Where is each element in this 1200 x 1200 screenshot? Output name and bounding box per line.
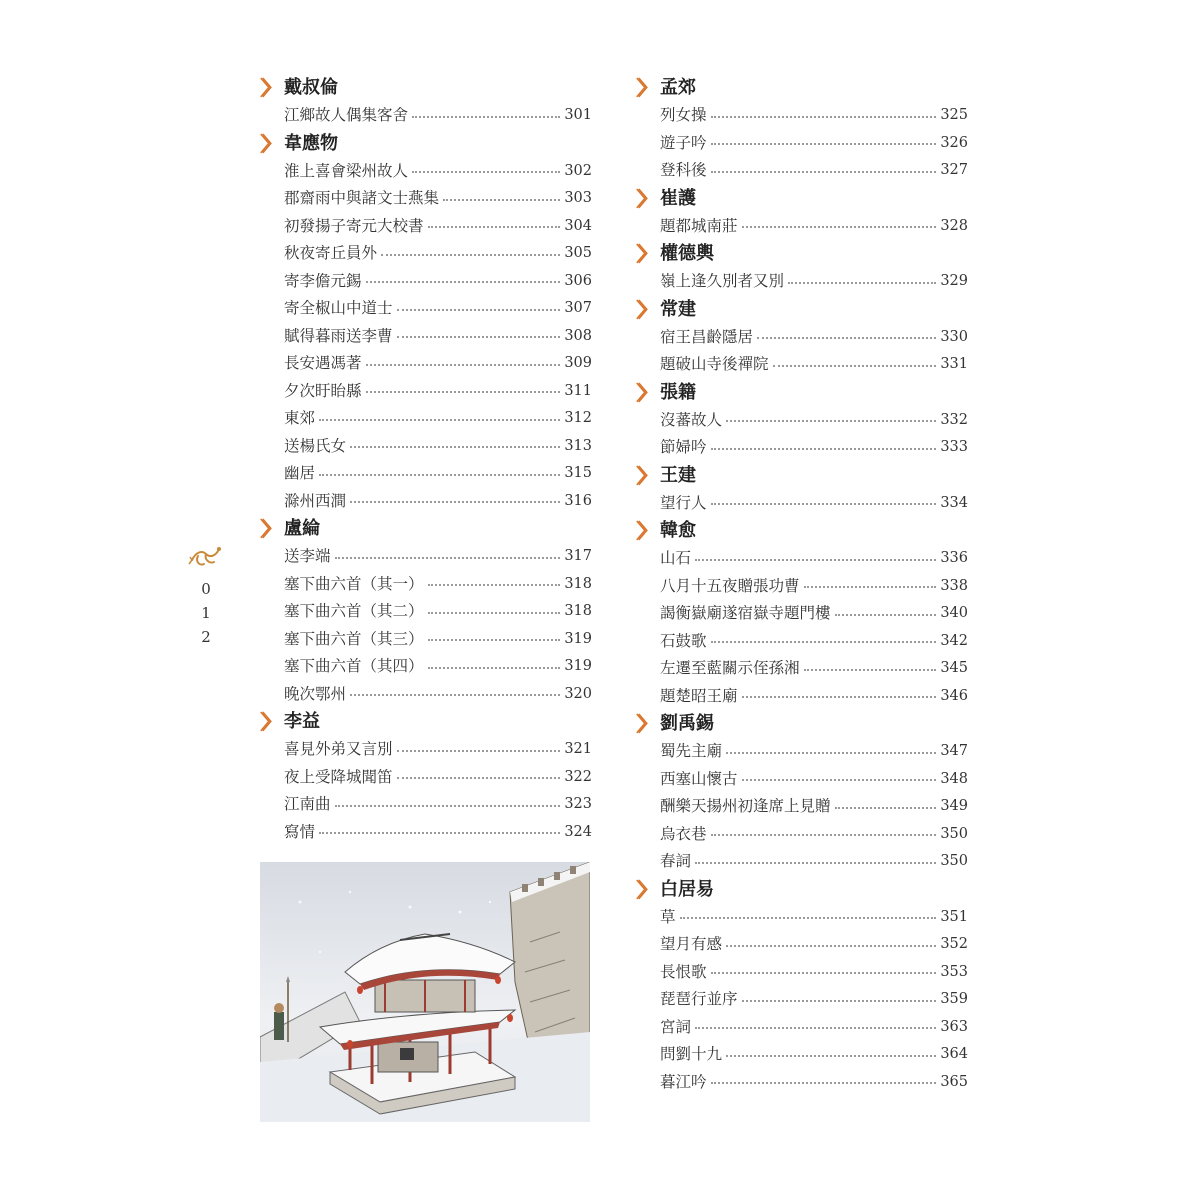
poem-title: 塞下曲六首（其四） [284,657,424,675]
dot-leader [742,1000,937,1002]
poem-title: 初發揚子寄元大校書 [284,216,424,235]
toc-entry[interactable] [634,655,968,683]
dot-leader [711,503,937,505]
poem-title: 蜀先主廟 [660,742,723,760]
dot-leader [350,694,560,696]
author-heading [634,296,968,324]
page-number: 332 [940,411,968,428]
page-number: 329 [940,273,968,289]
dot-leader [397,309,561,311]
page-number: 311 [564,382,592,399]
toc-entry[interactable] [634,683,968,711]
author-heading [634,876,968,904]
toc-entry[interactable] [258,405,592,433]
author-name: 戴叔倫 [284,77,338,98]
toc-entry[interactable] [258,185,592,213]
dot-leader [381,254,560,256]
poem-title: 江鄉故人偶集客舍 [284,106,409,124]
page-number: 316 [564,492,592,509]
dot-leader [412,171,560,173]
toc-entry[interactable] [258,268,592,296]
page-number: 363 [940,1018,968,1035]
toc-entry[interactable] [258,350,592,378]
page-number: 336 [940,550,968,566]
page-number: 320 [564,685,592,702]
toc-entry[interactable] [634,766,968,794]
poem-title: 寄李儋元錫 [284,271,362,290]
dot-leader [726,1055,936,1057]
dot-leader [366,391,561,393]
dot-leader [804,586,937,588]
dot-leader [335,805,561,807]
poem-title: 滁州西澗 [284,491,347,510]
dot-leader [428,226,561,228]
page-number: 319 [564,658,592,674]
toc-entry[interactable] [634,1069,968,1097]
poem-title: 喜見外弟又言別 [284,740,393,758]
toc-entry[interactable] [258,213,592,241]
toc-entry[interactable] [634,545,968,573]
toc-entry[interactable] [258,791,592,819]
page-number: 326 [940,134,968,151]
page-number: 301 [564,107,592,123]
toc-entry[interactable] [258,626,592,654]
poem-title: 節婦吟 [660,438,707,456]
page-number: 328 [940,217,968,234]
poem-title: 草 [660,907,676,926]
toc-entry[interactable] [258,323,592,351]
author-name: 張籍 [660,381,696,403]
dot-leader [711,171,937,173]
poem-title: 烏衣巷 [660,824,707,843]
toc-entry[interactable] [634,490,968,518]
toc-entry[interactable] [258,488,592,516]
dot-leader [412,116,560,118]
toc-entry[interactable] [634,1041,968,1069]
toc-entry[interactable] [258,240,592,268]
page-number: 330 [940,328,968,345]
dot-leader [726,752,936,754]
poem-title: 登科後 [660,161,707,179]
page-number: 351 [940,908,968,925]
page-number: 321 [564,741,592,757]
poem-title: 題都城南莊 [660,216,738,235]
dot-leader [335,557,561,559]
toc-entry[interactable] [634,793,968,821]
poem-title: 夜上受降城聞笛 [284,767,393,786]
toc-entry[interactable] [258,571,592,599]
double-chevron-icon: 〉〉 [636,186,650,211]
dot-leader [788,282,936,284]
double-chevron-icon: 〉〉 [260,517,274,541]
dot-leader [319,474,560,476]
toc-entry[interactable] [258,653,592,681]
toc-entry[interactable] [258,378,592,406]
poem-title: 題楚昭王廟 [660,686,738,705]
dot-leader [835,614,937,616]
page-number: 324 [564,823,592,840]
dot-leader [350,501,560,503]
page-number: 318 [564,575,592,592]
page-number: 309 [564,355,592,371]
poem-title: 淮上喜會梁州故人 [284,161,409,180]
toc-entry[interactable] [634,102,968,130]
toc-entry[interactable] [258,102,592,130]
toc-entry[interactable] [258,819,592,847]
poem-title: 列女操 [660,106,707,124]
page-number: 331 [940,356,968,372]
page-number: 345 [940,660,968,676]
poem-title: 問劉十九 [660,1045,723,1063]
double-chevron-icon: 〉〉 [636,297,650,322]
folio-digit: 2 [201,628,211,646]
page-number: 307 [564,300,592,316]
author-heading [634,517,968,545]
double-chevron-icon: 〉〉 [636,242,650,266]
poem-title: 山石 [660,549,692,567]
page-number: 304 [564,217,592,234]
poem-title: 遊子吟 [660,133,707,152]
double-chevron-icon: 〉〉 [260,710,274,734]
page-number: 352 [940,936,968,952]
dot-leader [397,750,561,752]
toc-entry[interactable] [258,460,592,488]
dot-leader [428,667,561,669]
toc-entry[interactable] [634,130,968,158]
dot-leader [397,336,561,338]
double-chevron-icon: 〉〉 [636,463,650,488]
poem-title: 暮江吟 [660,1072,707,1091]
toc-entry[interactable] [258,598,592,626]
dot-leader [428,584,561,586]
dot-leader [742,226,937,228]
poem-title: 寄全椒山中道士 [284,299,393,317]
author-name: 李益 [284,711,320,732]
dot-leader [428,612,561,614]
poem-title: 長恨歌 [660,962,707,981]
double-chevron-icon: 〉〉 [260,76,274,100]
dot-leader [804,669,937,671]
dot-leader [366,364,561,366]
poem-title: 塞下曲六首（其一） [284,574,424,593]
toc-entry[interactable] [634,351,968,379]
dot-leader [742,779,937,781]
dot-leader [726,420,936,422]
poem-title: 東郊 [284,409,316,427]
page-number: 349 [940,798,968,814]
dot-leader [695,862,936,864]
author-heading [258,515,592,543]
poem-title: 題破山寺後禪院 [660,355,769,373]
dot-leader [773,365,937,367]
author-heading [634,379,968,407]
toc-entry[interactable] [258,681,592,709]
toc-entry[interactable] [258,433,592,461]
double-chevron-icon: 〉〉 [636,877,650,902]
toc-entry[interactable] [634,434,968,462]
folio-digit: 0 [201,580,211,598]
author-heading [258,74,592,102]
toc-entry[interactable] [634,573,968,601]
toc-entry[interactable] [634,904,968,932]
toc-entry[interactable] [258,295,592,323]
poem-title: 江南曲 [284,795,331,813]
poem-title: 沒蕃故人 [660,410,723,429]
double-chevron-icon: 〉〉 [636,519,650,543]
page-number: 325 [940,107,968,123]
toc-entry[interactable] [258,764,592,792]
page-number: 315 [564,465,592,481]
dot-leader [711,116,937,118]
author-heading [258,708,592,736]
dot-leader [711,1082,937,1084]
poem-title: 晚次鄂州 [284,684,347,703]
dot-leader [835,807,937,809]
dot-leader [680,917,937,919]
page-number: 365 [940,1073,968,1090]
page-number: 319 [564,630,592,647]
author-name: 孟郊 [660,77,696,98]
dot-leader [695,559,936,561]
page-number: 302 [564,162,592,179]
page-number: 327 [940,162,968,178]
poem-title: 郡齋雨中與諸文士燕集 [284,189,440,207]
page-number: 359 [940,991,968,1007]
toc-entry[interactable] [634,1014,968,1042]
dot-leader [319,832,560,834]
page-number: 338 [940,577,968,594]
poem-title: 琵琶行並序 [660,990,738,1008]
toc-entry[interactable] [634,986,968,1014]
author-name: 王建 [660,464,696,486]
author-heading [634,74,968,102]
author-name: 白居易 [660,878,714,900]
page-number: 317 [564,548,592,564]
toc-entry[interactable] [634,407,968,435]
double-chevron-icon: 〉〉 [636,712,650,736]
poem-title: 望月有感 [660,935,723,953]
poem-title: 送楊氏女 [284,436,347,455]
author-heading [258,130,592,158]
page-number: 347 [940,743,968,759]
toc-entry[interactable] [258,158,592,186]
dot-leader [695,1027,936,1029]
poem-title: 夕次盱眙縣 [284,381,362,400]
poem-title: 送李端 [284,547,331,565]
poem-title: 賦得暮雨送李曹 [284,326,393,345]
poem-title: 嶺上逢久別者又別 [660,272,785,290]
dot-leader [711,143,937,145]
poem-title: 石鼓歌 [660,631,707,650]
page-number: 333 [940,439,968,455]
dot-leader [757,337,936,339]
dot-leader [428,639,561,641]
toc-entry[interactable] [634,848,968,876]
dot-leader [711,972,937,974]
poem-title: 春詞 [660,852,692,870]
poem-title: 宮詞 [660,1017,692,1036]
poem-title: 八月十五夜贈張功曹 [660,576,800,595]
page-number: 364 [940,1046,968,1062]
toc-right-column [634,74,968,1096]
poem-title: 謁衡嶽廟遂宿嶽寺題門樓 [660,604,831,622]
page-number: 303 [564,190,592,206]
toc-entry[interactable] [634,821,968,849]
author-name: 權德輿 [660,243,714,264]
page-number: 340 [940,605,968,621]
poem-title: 秋夜寄丘員外 [284,244,378,262]
page-number: 353 [940,963,968,980]
poem-title: 酬樂天揚州初逢席上見贈 [660,797,831,815]
dot-leader [742,696,937,698]
poem-title: 長安遇馮著 [284,354,362,372]
snowy-palace-illustration [260,862,590,1122]
poem-title: 塞下曲六首（其三） [284,629,424,648]
page-folio [188,540,224,646]
page-number: 305 [564,245,592,261]
poem-title: 宿王昌齡隱居 [660,327,754,346]
page-number: 312 [564,410,592,426]
author-heading [634,240,968,268]
double-chevron-icon: 〉〉 [636,380,650,405]
poem-title: 望行人 [660,493,707,512]
poem-title: 西塞山懷古 [660,769,738,788]
toc-entry[interactable] [634,628,968,656]
dot-leader [711,834,937,836]
dot-leader [366,281,561,283]
toc-entry[interactable] [634,157,968,185]
page-number: 322 [564,768,592,785]
toc-entry[interactable] [634,959,968,987]
dot-leader [711,448,937,450]
dot-leader [726,945,936,947]
toc-entry[interactable] [634,268,968,296]
page-number: 306 [564,272,592,289]
folio-digit: 1 [201,604,211,622]
author-heading [634,462,968,490]
dot-leader [443,199,560,201]
toc-entry[interactable] [634,738,968,766]
poem-title: 左遷至藍關示侄孫湘 [660,659,800,677]
author-name: 盧綸 [284,518,320,539]
poem-title: 幽居 [284,464,316,482]
double-chevron-icon: 〉〉 [260,131,274,156]
dot-leader [319,419,560,421]
double-chevron-icon: 〉〉 [636,76,650,100]
toc-entry[interactable] [634,600,968,628]
toc-entry[interactable] [258,543,592,571]
page-number: 350 [940,825,968,842]
author-name: 常建 [660,298,696,320]
author-heading [634,185,968,213]
poem-title: 寫情 [284,822,316,841]
page-number: 308 [564,327,592,344]
author-name: 韋應物 [284,132,338,154]
author-name: 崔護 [660,187,696,209]
toc-entry[interactable] [258,736,592,764]
page-number: 346 [940,687,968,704]
dot-leader [350,446,560,448]
toc-entry[interactable] [634,213,968,241]
poem-title: 塞下曲六首（其二） [284,602,424,620]
page-number: 348 [940,770,968,787]
page-number: 323 [564,796,592,812]
page-number: 342 [940,632,968,649]
toc-entry[interactable] [634,931,968,959]
toc-entry[interactable] [634,324,968,352]
author-heading [634,710,968,738]
dot-leader [397,777,561,779]
dot-leader [711,641,937,643]
author-name: 韓愈 [660,520,696,541]
page-number: 318 [564,603,592,619]
dragon-ornament-icon [188,540,224,570]
author-name: 劉禹錫 [660,713,714,734]
page-number: 334 [940,494,968,511]
toc-left-column [258,74,592,846]
page-number: 350 [940,853,968,869]
page-number: 313 [564,437,592,454]
